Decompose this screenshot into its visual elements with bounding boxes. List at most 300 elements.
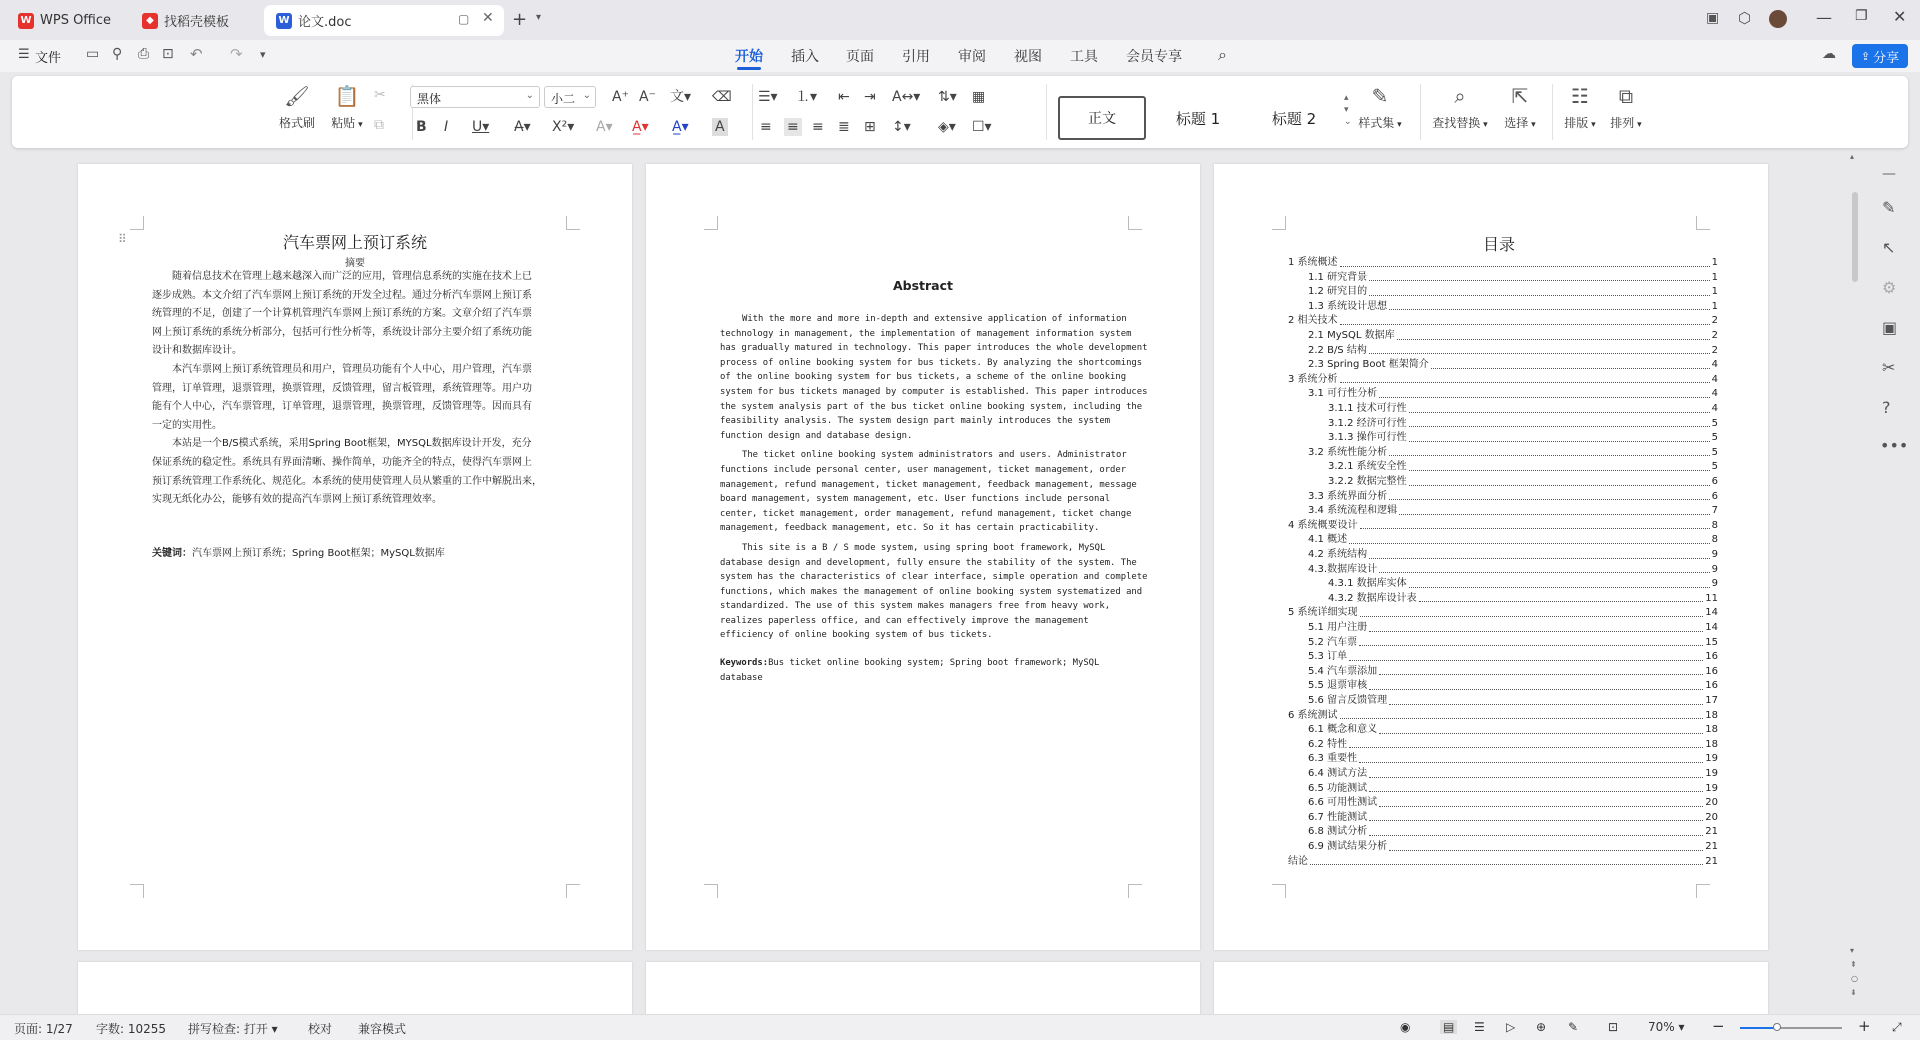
justify-icon[interactable]: ≣ [838, 119, 850, 135]
toc-leader-dots [1369, 271, 1710, 282]
share-icon: ⇪ [1860, 49, 1871, 63]
toc-leader-dots [1360, 606, 1704, 617]
toc-entry[interactable] [1288, 723, 1718, 738]
print-preview-icon[interactable]: ⊡ [162, 46, 174, 62]
toc-entry[interactable] [1288, 636, 1718, 651]
toc-entry-page: 18 [1705, 724, 1718, 736]
bullet-list-icon[interactable]: ☰▾ [758, 89, 778, 105]
toc-leader-dots [1409, 402, 1710, 413]
tab-list-chevron-icon[interactable]: ▾ [536, 12, 542, 23]
number-list-icon[interactable]: ⒈▾ [796, 89, 818, 105]
page-indicator[interactable]: 页面: 1/27 [14, 1022, 73, 1036]
toc-entry-page: 17 [1705, 695, 1718, 706]
cut-icon[interactable]: ✂ [374, 87, 386, 103]
toc-entry[interactable] [1288, 460, 1718, 475]
gallery-scroll-icon[interactable]: ▴ ▾ ⌄ [1344, 93, 1352, 127]
toc-entry-label: 3.1.1 技术可行性 [1328, 403, 1407, 414]
toc-entry-page: 1 [1711, 271, 1718, 283]
toc-entry[interactable] [1288, 533, 1718, 548]
proofread-button[interactable]: 校对 [308, 1022, 333, 1036]
toc-entry[interactable] [1288, 417, 1718, 432]
export-icon[interactable]: ⚲ [112, 46, 123, 62]
toc-leader-dots [1369, 344, 1710, 355]
toc-leader-dots [1389, 840, 1703, 851]
divider [1552, 84, 1553, 140]
tab-template[interactable] [130, 5, 256, 36]
paragraph-line: system for bus tickets managed by computer is established. This paper introduces [720, 386, 1148, 397]
toc-entry-page: 19 [1705, 753, 1718, 765]
increase-indent-icon[interactable]: ⇥ [864, 89, 876, 105]
toc-entry-label: 1.3 系统设计思想 [1308, 300, 1388, 312]
toc-entry[interactable] [1288, 782, 1718, 797]
web-view-icon[interactable]: ⊕ [1536, 1020, 1547, 1034]
layout-button[interactable]: ☷ 排版 ▾ [1560, 84, 1600, 131]
toc-entry-label: 5.6 留言反馈管理 [1308, 695, 1388, 706]
toc-leader-dots [1340, 256, 1710, 267]
paragraph-line: standardized. The use of this system makes managers free from heavy work, [720, 601, 1111, 612]
toc-leader-dots [1379, 665, 1703, 676]
abstract-title: Abstract [892, 278, 954, 293]
toc-entry[interactable] [1288, 402, 1718, 417]
decrease-indent-icon[interactable]: ⇤ [838, 89, 850, 105]
adjust-sliders-icon[interactable]: ⚙ [1882, 278, 1897, 297]
align-left-icon[interactable]: ≡ [760, 119, 772, 135]
tab-label: 找稻壳模板 [164, 15, 230, 30]
toc-entry-page: 16 [1705, 665, 1718, 677]
toc-entry[interactable] [1288, 344, 1718, 359]
toc-entry-page: 4 [1711, 359, 1718, 371]
text-direction-icon[interactable]: A↔▾ [892, 89, 921, 105]
active-tab-underline [737, 67, 761, 70]
toc-entry[interactable] [1288, 358, 1718, 373]
zoom-out-icon[interactable]: − [1712, 1017, 1725, 1035]
clear-format-icon[interactable]: ⌫ [712, 89, 732, 105]
find-replace-button[interactable]: ⌕ 查找替换 ▾ [1428, 84, 1492, 131]
zoom-in-icon[interactable]: + [1858, 1017, 1871, 1035]
toc-entry[interactable] [1288, 271, 1718, 286]
magnifier-icon: ⌕ [1454, 84, 1466, 108]
tab-view[interactable]: 视图 [1014, 49, 1042, 65]
toc-entry-page: 1 [1711, 300, 1718, 312]
toc-leader-dots [1379, 723, 1703, 734]
toc-entry-label: 3.4 系统流程和逻辑 [1308, 505, 1398, 517]
pointer-select-icon[interactable]: ↖ [1882, 238, 1896, 257]
tab-wps-office[interactable] [6, 5, 122, 36]
tab-review[interactable]: 审阅 [958, 49, 986, 65]
toc-entry[interactable] [1288, 709, 1718, 724]
format-painter-button[interactable]: 🖌 格式刷 [276, 84, 318, 131]
toc-entry[interactable] [1288, 811, 1718, 826]
help-icon[interactable]: ? [1882, 398, 1891, 417]
toc-entry-label: 3.2.1 系统安全性 [1328, 461, 1407, 473]
window-mode-icon[interactable]: ▣ [1706, 10, 1720, 26]
ribbon-toolbar [12, 76, 1908, 148]
toc-entry-page: 21 [1705, 826, 1718, 838]
toc-entry-page: 9 [1711, 563, 1718, 575]
toc-entry-label: 1 系统概述 [1288, 257, 1338, 268]
toc-entry-label: 6.1 概念和意义 [1308, 724, 1378, 736]
paragraph-line: This site is a B / S mode system, using spring boot framework, MySQL [742, 542, 1106, 553]
collapse-panel-icon[interactable]: — [1882, 166, 1896, 182]
document-page-1[interactable] [78, 164, 632, 950]
toc-leader-dots [1369, 767, 1703, 778]
toc-entry-label: 6.6 可用性测试 [1308, 797, 1378, 809]
toc-entry[interactable] [1288, 606, 1718, 621]
toc-entry[interactable] [1288, 300, 1718, 315]
toc-leader-dots [1409, 431, 1710, 442]
undo-icon[interactable]: ↶ [190, 45, 203, 63]
toc-entry[interactable] [1288, 329, 1718, 344]
toc-entry-page: 7 [1711, 505, 1718, 517]
scroll-down-icon[interactable]: ▾ [1850, 946, 1855, 955]
toc-entry-label: 5 系统详细实现 [1288, 607, 1358, 619]
superscript-icon[interactable]: X²▾ [552, 119, 575, 135]
toc-leader-dots [1369, 548, 1710, 559]
toc-entry-label: 2.2 B/S 结构 [1308, 344, 1367, 356]
toc-leader-dots [1359, 636, 1703, 647]
toc-entry[interactable] [1288, 446, 1718, 461]
toc-entry[interactable] [1288, 504, 1718, 519]
toc-entry-label: 5.1 用户注册 [1308, 622, 1368, 633]
cursor-arrow-icon: ⇱ [1511, 84, 1529, 108]
restore-icon[interactable]: ❐ [1855, 8, 1868, 24]
sort-icon[interactable]: ⇅▾ [938, 89, 957, 105]
save-icon[interactable]: ▭ [86, 46, 100, 62]
document-page-2[interactable] [646, 164, 1200, 950]
toc-entry[interactable] [1288, 431, 1718, 446]
toc-entry-label: 6.4 测试方法 [1308, 768, 1368, 779]
arrange-button[interactable]: ⧉ 排列 ▾ [1606, 84, 1646, 131]
print-icon[interactable]: ⎙ [138, 46, 150, 62]
divider [752, 84, 753, 140]
align-right-icon[interactable]: ≡ [812, 119, 824, 135]
wps-logo-icon: W [18, 13, 34, 29]
toc-leader-dots [1369, 825, 1703, 836]
toc-entry[interactable] [1288, 314, 1718, 329]
redo-icon[interactable]: ↷ [230, 45, 243, 63]
write-mode-icon[interactable]: ✎ [1568, 1020, 1579, 1034]
phonetic-icon[interactable]: 文▾ [670, 89, 692, 105]
toc-leader-dots [1409, 417, 1710, 428]
toc-entry[interactable] [1288, 767, 1718, 782]
paragraph-line: 实现无纸化办公，能够有效的提高汽车票网上预订系统管理效率。 [152, 494, 442, 506]
toc-entry[interactable] [1288, 621, 1718, 636]
table-icon[interactable]: ▦ [972, 89, 986, 105]
hamburger-icon[interactable]: ☰ [18, 47, 30, 62]
paragraph-line: of the online booking system for bus tickets, a scheme of the online booking [720, 372, 1127, 383]
paste-button[interactable]: 📋 粘贴 ▾ [326, 84, 368, 131]
close-window-icon[interactable]: ✕ [1893, 7, 1907, 26]
toc-entry[interactable] [1288, 752, 1718, 767]
toc-entry-page: 19 [1705, 768, 1718, 779]
toc-leader-dots [1379, 563, 1710, 574]
toc-entry[interactable] [1288, 490, 1718, 505]
font-name-select[interactable]: 黑体 ⌄ [410, 86, 540, 108]
toc-entry-page: 18 [1705, 709, 1718, 721]
zoom-level[interactable]: 70% ▾ [1648, 1020, 1685, 1034]
font-color-icon[interactable]: A̲▾ [672, 119, 689, 135]
toc-entry-label: 2.1 MySQL 数据库 [1308, 330, 1395, 341]
style-heading-1[interactable]: 标题 1 [1175, 109, 1221, 128]
align-center-icon[interactable]: ≡ [784, 118, 802, 136]
toc-entry[interactable] [1288, 694, 1718, 709]
toc-entry-label: 4.2 系统结构 [1308, 549, 1368, 560]
toc-entry-page: 4 [1711, 373, 1718, 385]
keywords-line: 关键词：汽车票网上预订系统；Spring Boot框架；MySQL数据库 [152, 548, 445, 559]
toc-entry-label: 结论 [1288, 855, 1308, 867]
paragraph-line: With the more and more in-depth and extensive application of information [742, 314, 1127, 324]
word-count[interactable]: 字数: 10255 [96, 1022, 167, 1036]
paragraph-line: 能有个人中心，汽车票管理，订单管理，退票管理，换票管理，反馈管理等。因而具有 [152, 401, 532, 413]
document-page-6[interactable] [1214, 962, 1768, 1014]
arrange-icon: ⧉ [1618, 84, 1634, 108]
more-icon[interactable]: ••• [1880, 436, 1909, 455]
toc-title: 目录 [1482, 235, 1515, 254]
toc-entry-label: 4.1 概述 [1308, 534, 1348, 546]
italic-icon[interactable]: I [444, 119, 449, 135]
scroll-up-icon[interactable]: ▴ [1850, 152, 1855, 161]
toc-entry-page: 8 [1711, 519, 1718, 531]
toc-leader-dots [1340, 709, 1704, 720]
toc-entry-label: 3.2 系统性能分析 [1308, 446, 1388, 458]
abstract-body [152, 268, 572, 510]
brush-icon: 🖌 [284, 84, 310, 108]
fullscreen-icon[interactable]: ⤢ [1892, 1020, 1902, 1034]
toc-leader-dots [1360, 519, 1710, 530]
paragraph-line: center, ticket management, order management, refund management, ticket change [720, 508, 1132, 519]
style-heading-2[interactable]: 标题 2 [1271, 109, 1317, 128]
toc-entry-page: 9 [1711, 549, 1718, 560]
toc-entry[interactable] [1288, 475, 1718, 490]
toc-entry[interactable] [1288, 796, 1718, 811]
paragraph-line: 逐步成熟。本文介绍了汽车票网上预订系统的开发全过程。通过分析汽车票网上预订系 [152, 289, 532, 301]
style-set-icon: ✎ [1371, 84, 1389, 108]
toc-leader-dots [1389, 300, 1710, 311]
toc-leader-dots [1409, 475, 1710, 486]
tab-home[interactable]: 开始 [735, 46, 763, 66]
toc-entry-label: 6.3 重要性 [1308, 753, 1358, 765]
paragraph-line: process of online booking system for bus tickets. By analyzing the shortcomings [720, 357, 1143, 368]
image-edit-icon[interactable]: ▣ [1882, 318, 1898, 337]
file-menu[interactable]: 文件 [35, 51, 62, 66]
tab-reference[interactable]: 引用 [902, 49, 930, 65]
style-normal[interactable]: 正文 [1058, 96, 1146, 140]
toc-entry[interactable] [1288, 650, 1718, 665]
style-set-button[interactable]: ✎ 样式集 ▾ [1352, 84, 1408, 131]
outline-view-icon[interactable]: ☰ [1474, 1020, 1485, 1034]
toc-entry[interactable] [1288, 592, 1718, 607]
strikethrough-icon[interactable]: A̶▾ [514, 119, 531, 135]
select-browse-icon[interactable]: ○ [1851, 974, 1858, 983]
toc-entry[interactable] [1288, 855, 1718, 870]
border-icon[interactable]: ☐▾ [972, 119, 992, 135]
toc-entry[interactable] [1288, 285, 1718, 300]
toc-leader-dots [1340, 314, 1710, 325]
zoom-slider[interactable] [1740, 1027, 1842, 1029]
paragraph-line: 设计和数据库设计。 [152, 345, 242, 357]
divider [1420, 84, 1421, 140]
next-page-icon[interactable]: ⇟ [1850, 988, 1857, 997]
toc-entry-label: 6.8 测试分析 [1308, 826, 1368, 838]
toc-entry-page: 8 [1711, 534, 1718, 546]
page-title: 汽车票网上预订系统 [282, 233, 427, 252]
close-tab-icon[interactable]: ✕ [482, 10, 494, 26]
toc-entry[interactable] [1288, 519, 1718, 534]
menu-bar [0, 40, 1920, 72]
toc-leader-dots [1379, 387, 1710, 398]
abstract-heading: 摘要 [345, 258, 365, 269]
drag-handle-icon[interactable]: ⠿ [118, 232, 127, 246]
toc-leader-dots [1369, 621, 1703, 632]
share-button[interactable]: ⇪ 分享 [1852, 44, 1908, 68]
toc-entry[interactable] [1288, 373, 1718, 388]
prev-page-icon[interactable]: ⇞ [1850, 960, 1857, 969]
toc-entry[interactable] [1288, 679, 1718, 694]
paragraph-line: 管理，订单管理，退票管理，换票管理，反馈管理，留言板管理，系统管理等。用户功 [152, 382, 532, 394]
document-page-4[interactable] [78, 962, 632, 1014]
toc-entry-page: 16 [1705, 680, 1718, 692]
tab-tools[interactable]: 工具 [1070, 49, 1098, 65]
document-page-3[interactable] [1214, 164, 1768, 950]
toc-entry-label: 5.2 汽车票 [1308, 636, 1358, 648]
underline-icon[interactable]: U▾ [472, 119, 490, 135]
toc-entry-label: 4.3.数据库设计 [1308, 563, 1378, 575]
toc-leader-dots [1369, 679, 1703, 690]
spell-check-toggle[interactable]: 拼写检查: 打开 ▾ [188, 1022, 278, 1036]
toc-entry[interactable] [1288, 548, 1718, 563]
zoom-slider-handle[interactable] [1773, 1023, 1781, 1031]
tab-label: 论文.doc [298, 15, 352, 30]
toc-entry-label: 3.1 可行性分析 [1308, 388, 1378, 400]
bold-icon[interactable]: B [416, 119, 427, 135]
eye-protect-icon[interactable]: ◉ [1400, 1020, 1411, 1034]
paragraph-line: feasibility analysis. The system design part mainly introduces the system [720, 416, 1111, 427]
char-shading-icon[interactable]: A [712, 118, 728, 136]
minimize-icon[interactable]: — [1816, 8, 1832, 27]
paragraph-line: management, feedback management, etc. So it has certain practicability. [720, 523, 1100, 534]
shrink-font-icon[interactable]: A⁻ [639, 89, 656, 105]
paragraph-line: 本站是一个B/S模式系统，采用Spring Boot框架，MYSQL数据库设计开发，充分 [172, 438, 532, 450]
toc-leader-dots [1349, 650, 1703, 661]
cube-icon[interactable]: ⬡ [1738, 9, 1752, 27]
toc-entry-page: 1 [1711, 257, 1718, 268]
toc-entry-page: 2 [1711, 315, 1718, 327]
tab-insert[interactable]: 插入 [791, 49, 819, 65]
tab-document[interactable] [264, 5, 504, 36]
toc-entry-label: 5.3 订单 [1308, 651, 1348, 663]
page-view-icon[interactable]: ▤ [1440, 1020, 1457, 1034]
distribute-icon[interactable]: ⊞ [864, 119, 876, 135]
paragraph-line: 一定的实用性。 [152, 419, 222, 431]
tab-member[interactable]: 会员专享 [1126, 49, 1182, 65]
toc-entry[interactable] [1288, 840, 1718, 855]
paragraph-line: board management, system management, etc. User functions include personal [720, 494, 1111, 505]
font-size-select[interactable]: 小二 ⌄ [544, 86, 596, 108]
toc-entry-label: 4.3.1 数据库实体 [1328, 578, 1407, 590]
toc-leader-dots [1389, 490, 1710, 501]
pen-edit-icon[interactable]: ✎ [1882, 198, 1896, 217]
paragraph-line: 网上预订系统的系统分析部分，包括可行性分析等，系统设计部分主要介绍了系统功能 [152, 326, 532, 338]
toc-entry-label: 6.5 功能测试 [1308, 782, 1368, 794]
toc-entry[interactable] [1288, 563, 1718, 578]
toc-entry-label: 6.7 性能测试 [1308, 811, 1368, 823]
toc-entry-page: 2 [1711, 330, 1718, 341]
toc-entry-page: 15 [1705, 636, 1718, 648]
toc-leader-dots [1397, 329, 1710, 340]
highlight-color-icon[interactable]: A̲▾ [632, 119, 649, 135]
toc-entry-label: 4.3.2 数据库设计表 [1328, 592, 1417, 604]
status-bar [0, 1014, 1920, 1040]
tab-label: WPS Office [40, 13, 112, 28]
title-tab-bar [0, 0, 1920, 40]
paragraph-line: 预订系统管理工作系统化、规范化。本系统的使用使管理人员从繁重的工作中解脱出来， [152, 475, 542, 487]
toc-leader-dots [1379, 796, 1703, 807]
comment-cloud-icon[interactable]: ☁ [1822, 46, 1836, 62]
paragraph-line: management, refund management, ticket management, feedback management, message [720, 479, 1137, 490]
customize-chevron-icon[interactable]: ▾ [260, 48, 266, 61]
toc-leader-dots [1369, 782, 1703, 793]
line-spacing-icon[interactable]: ↕▾ [892, 119, 911, 135]
shading-icon[interactable]: ◈▾ [938, 119, 956, 135]
toc-entry[interactable] [1288, 577, 1718, 592]
toc-entry[interactable] [1288, 256, 1718, 271]
word-doc-icon: W [276, 13, 292, 29]
toc-entry[interactable] [1288, 825, 1718, 840]
pin-window-icon[interactable]: ▢ [458, 12, 470, 26]
grow-font-icon[interactable]: A⁺ [612, 89, 629, 105]
tools-icon[interactable]: ✂ [1882, 358, 1896, 377]
toc-entry-label: 1.1 研究背景 [1308, 271, 1368, 283]
layout-icon: ☷ [1571, 84, 1589, 108]
toc-entry-label: 2 相关技术 [1288, 315, 1338, 327]
copy-icon[interactable]: ⧉ [374, 117, 384, 133]
paragraph-line: the system analysis part of the bus ticket online booking system, including the [720, 401, 1143, 412]
toc-entry-page: 4 [1711, 388, 1718, 400]
toc-entry[interactable] [1288, 665, 1718, 680]
toc-entry-page: 9 [1711, 578, 1718, 590]
toc-entry-label: 2.3 Spring Boot 框架简介 [1308, 359, 1429, 371]
paragraph-line: 随着信息技术在管理上越来越深入而广泛的应用，管理信息系统的实施在技术上已 [172, 271, 532, 282]
toc-leader-dots [1389, 446, 1710, 457]
document-canvas[interactable] [0, 152, 1850, 1014]
paragraph-line: functions, which makes the management of online booking system systematized and [720, 586, 1143, 597]
avatar[interactable] [1769, 10, 1787, 28]
new-tab-icon[interactable]: + [512, 9, 528, 30]
search-icon[interactable]: ⌕ [1218, 45, 1227, 64]
tab-page[interactable]: 页面 [846, 49, 874, 65]
play-icon[interactable]: ▷ [1506, 1020, 1516, 1034]
right-tool-panel [1858, 152, 1920, 1014]
toc-entry[interactable] [1288, 387, 1718, 402]
select-button[interactable]: ⇱ 选择 ▾ [1498, 84, 1542, 131]
text-effect-icon[interactable]: A▾ [596, 119, 613, 135]
paragraph-line: has gradually matured in technology. This paper introduces the whole development [720, 343, 1148, 354]
style-gallery [1044, 84, 1354, 140]
document-page-5[interactable] [646, 962, 1200, 1014]
toc-entry-label: 5.4 汽车票添加 [1308, 665, 1378, 677]
clipboard-icon: 📋 [334, 84, 360, 108]
template-icon: ◆ [142, 13, 158, 29]
paragraph-line: efficiency of online booking system of bus tickets. [720, 630, 993, 641]
toc-leader-dots [1419, 592, 1704, 603]
toc-leader-dots [1310, 855, 1703, 866]
english-abstract-body [720, 312, 1148, 643]
toc-entry-label: 6.2 特性 [1308, 738, 1348, 750]
toc-entry-page: 20 [1705, 811, 1718, 823]
fit-page-icon[interactable]: ⊡ [1608, 1020, 1619, 1034]
toc-entry-page: 5 [1711, 461, 1718, 473]
toc-entry[interactable] [1288, 738, 1718, 753]
